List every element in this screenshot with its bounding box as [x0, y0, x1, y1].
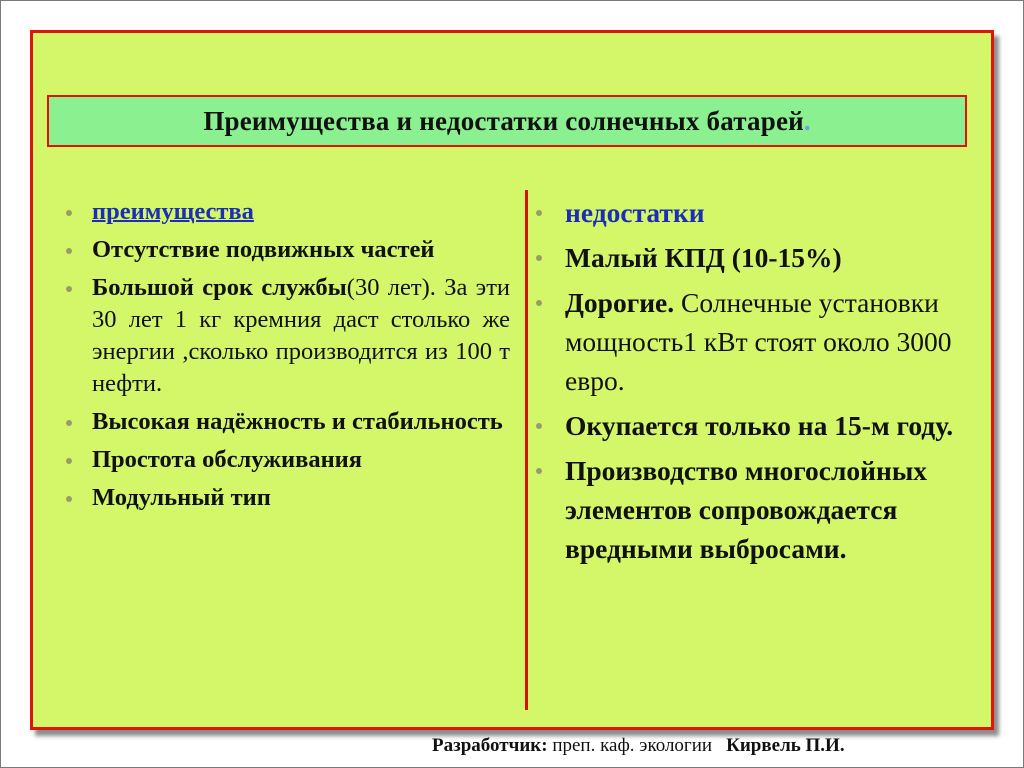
disadvantage-item: Производство многослойных элементов сопровождается вредными выбросами. [565, 451, 961, 568]
footer-author: Кирвель П.И. [726, 735, 845, 756]
disadvantage-item: Окупается только на 15-м году. [565, 406, 961, 445]
advantages-list [92, 196, 510, 520]
title-dot: . [803, 105, 811, 136]
footer-position: преп. каф. экологии [552, 735, 713, 756]
title-box [47, 95, 967, 147]
disadvantage-item: Малый КПД (10-15%) [565, 238, 961, 277]
column-divider [525, 190, 528, 710]
advantage-item: Большой срок службы(30 лет). За эти 30 лет 1 кг кремния даст столько же энергии ,сколько производится из 100 т нефти. [92, 272, 510, 400]
footer-label: Разработчик: [432, 735, 548, 756]
advantage-item: Высокая надёжность и стабильность [92, 406, 510, 438]
advantage-item: Отсутствие подвижных частей [92, 234, 510, 266]
disadvantages-list [565, 193, 961, 574]
slide-title: Преимущества и недостатки солнечных батарей [203, 105, 804, 136]
disadvantages-heading: недостатки [565, 193, 961, 232]
advantages-heading: преимущества [92, 196, 510, 228]
disadvantage-item: Дорогие. Солнечные установки мощность1 кВт стоят около 3000 евро. [565, 283, 961, 400]
advantage-item: Модульный тип [92, 482, 510, 514]
advantage-item: Простота обслуживания [92, 444, 510, 476]
footer-credit [432, 735, 845, 757]
